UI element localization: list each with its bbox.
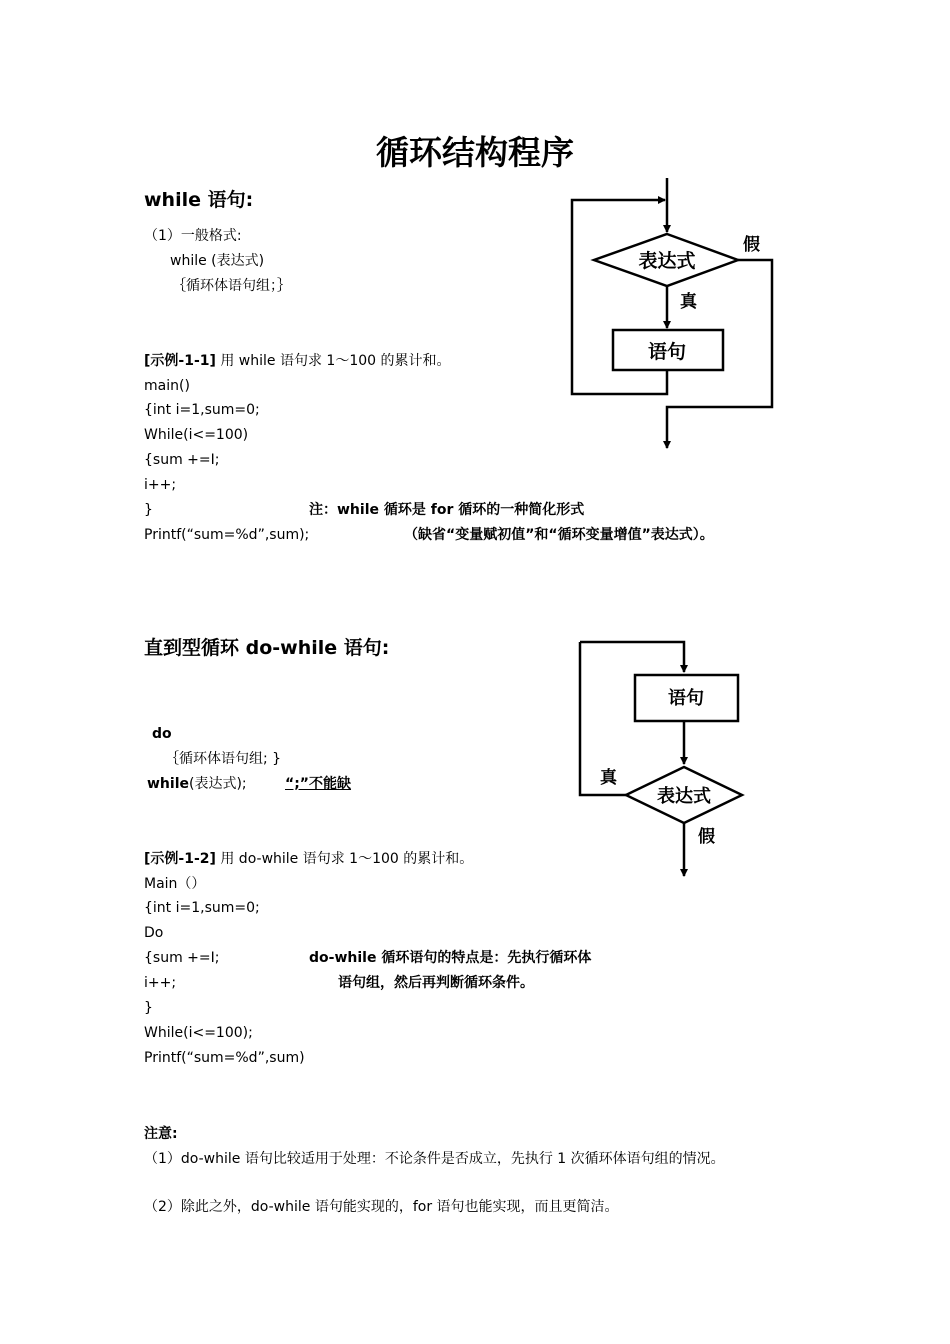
- dowhile-format-do: do: [152, 726, 172, 742]
- dowhile-code-line: Do: [144, 925, 164, 941]
- dowhile-heading: 直到型循环 do-while 语句:: [144, 637, 390, 659]
- dowhile-feature-line1: do-while 循环语句的特点是：先执行循环体: [309, 950, 592, 966]
- notes-item: （1）do-while 语句比较适用于处理：不论条件是否成立，先执行 1 次循环体语句组的情况。: [144, 1151, 725, 1167]
- dowhile-code-line: While(i<=100);: [144, 1025, 253, 1041]
- while-code-line: While(i<=100): [144, 427, 249, 443]
- dowhile-format-body: ｛循环体语句组; }: [165, 751, 282, 767]
- while-code-line: Printf(“sum=%d”,sum);: [144, 527, 310, 543]
- while-heading: while 语句:: [144, 189, 254, 211]
- while-flow-condition: 表达式: [638, 250, 696, 272]
- dowhile-format-while: [147, 775, 247, 793]
- while-format-line1: （1）一般格式:: [144, 228, 242, 244]
- dowhile-flow-true-label: 真: [600, 768, 617, 788]
- dowhile-flow-false-label: 假: [698, 827, 715, 847]
- page-title: 循环结构程序: [376, 133, 574, 172]
- while-code-line: main(): [144, 378, 190, 394]
- dowhile-example-caption: [144, 850, 473, 868]
- while-example-text: 用 while 语句求 1～100 的累计和。: [215, 353, 451, 369]
- dowhile-while-rest: (表达式);: [189, 776, 247, 792]
- while-flowchart: [560, 178, 790, 456]
- while-flow-body: 语句: [647, 341, 687, 363]
- dowhile-flowchart: [570, 636, 760, 886]
- dowhile-code-line: {int i=1,sum=0;: [144, 900, 260, 916]
- while-format-line3: ｛循环体语句组；｝: [172, 278, 291, 294]
- notes-item: （2）除此之外，do-while 语句能实现的，for 语句也能实现，而且更简洁。: [144, 1199, 619, 1215]
- while-note-line2: （缺省“变量赋初值”和“循环变量增值”表达式）。: [404, 527, 714, 543]
- dowhile-code-line: Main（）: [144, 876, 206, 892]
- dowhile-flow-condition: 表达式: [657, 786, 711, 807]
- dowhile-while-keyword: while: [147, 776, 189, 792]
- dowhile-example-text: 用 do-while 语句求 1～100 的累计和。: [215, 851, 474, 867]
- dowhile-format-note: “;”不能缺: [285, 776, 352, 792]
- while-example-caption: [144, 352, 451, 370]
- while-code-line: }: [144, 502, 153, 518]
- notes-heading: 注意:: [144, 1126, 178, 1142]
- while-format-line2: while (表达式): [170, 253, 265, 269]
- while-example-label: [示例-1-1]: [144, 353, 216, 369]
- dowhile-code-line: Printf(“sum=%d”,sum): [144, 1050, 305, 1066]
- while-flow-false-label: 假: [743, 235, 760, 255]
- dowhile-flow-body: 语句: [668, 688, 704, 709]
- while-code-line: i++;: [144, 477, 177, 493]
- dowhile-code-line: }: [144, 1000, 153, 1016]
- dowhile-code-line: {sum +=I;: [144, 950, 220, 966]
- dowhile-example-label: [示例-1-2]: [144, 851, 216, 867]
- dowhile-feature-line2: 语句组，然后再判断循环条件。: [338, 975, 534, 991]
- while-code-line: {sum +=I;: [144, 452, 220, 468]
- dowhile-code-line: i++;: [144, 975, 177, 991]
- while-note-line1: 注：while 循环是 for 循环的一种简化形式: [309, 502, 585, 518]
- while-code-line: {int i=1,sum=0;: [144, 402, 260, 418]
- while-flow-true-label: 真: [680, 292, 697, 312]
